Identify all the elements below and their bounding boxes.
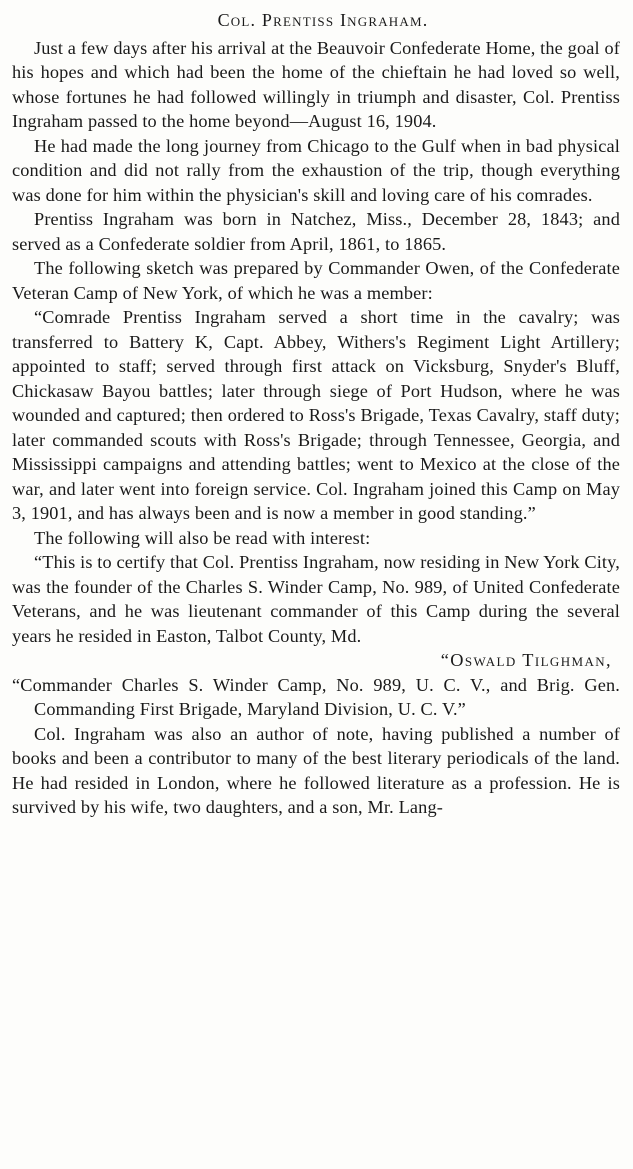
signature-title: “Commander Charles S. Winder Camp, No. 989, U. C. V., and Brig. Gen. Commanding First Brigade, Maryland Division, U. C. V.” bbox=[12, 674, 620, 719]
paragraph-certificate-intro: The following will also be read with interest: bbox=[34, 527, 371, 548]
signature-name: “Oswald Tilghman, bbox=[440, 650, 612, 670]
paragraph-certificate: “This is to certify that Col. Prentiss Ingraham, now residing in New York City, was the founder of the Charles S. Winder Camp, No. 989, of United Confederate Veterans, and he was lieutenant commander of this Camp during the several years he resided in Easton, Talbot County, Md. bbox=[12, 552, 620, 646]
paragraph-author: Col. Ingraham was also an author of note, having published a number of books and been a contributor to many of the best literary periodicals of the land. He had resided in London, where he followed literature as a profession. He is survived by his wife, two daughters, and a son, Mr. Lang- bbox=[12, 723, 620, 817]
paragraph-birth: Prentiss Ingraham was born in Natchez, Miss., December 28, 1843; and served as a Confederate soldier from April, 1861, to 1865. bbox=[12, 209, 620, 254]
article-title: Col. Prentiss Ingraham. bbox=[217, 10, 429, 30]
paragraph-death-notice: Just a few days after his arrival at the Beauvoir Confederate Home, the goal of his hopes and which had been the home of the chieftain he had loved so well, whose fortunes he had followed willingly in triumph and disaster, Col. Prentiss Ingraham passed to the home beyond—August 16, 1904. bbox=[12, 37, 620, 131]
paragraph-service-sketch: “Comrade Prentiss Ingraham served a short time in the cavalry; was transferred to Battery K, Capt. Abbey, Withers's Regiment Light Artillery; appointed to staff; served through first attack on Vicksburg, Snyder's Bluff, Chickasaw Bayou battles; later through siege of Port Hudson, where he was wounded and captured; then ordered to Ross's Brigade, Texas Cavalry, staff duty; later commanded scouts with Ross's Brigade; through Tennessee, Georgia, and Mississippi campaigns and attending battles; went to Mexico at the close of the war, and later went into foreign service. Col. Ingraham joined this Camp on May 3, 1901, and has always been and is now a member in good standing.” bbox=[12, 307, 620, 523]
paragraph-sketch-intro: The following sketch was prepared by Commander Owen, of the Confederate Veteran Camp of New York, of which he was a member: bbox=[12, 258, 620, 303]
paragraph-journey: He had made the long journey from Chicago to the Gulf when in bad physical condition and did not rally from the exhaustion of the trip, though everything was done for him within the physician's skill and loving care of his comrades. bbox=[12, 135, 620, 205]
article-column bbox=[12, 8, 620, 820]
